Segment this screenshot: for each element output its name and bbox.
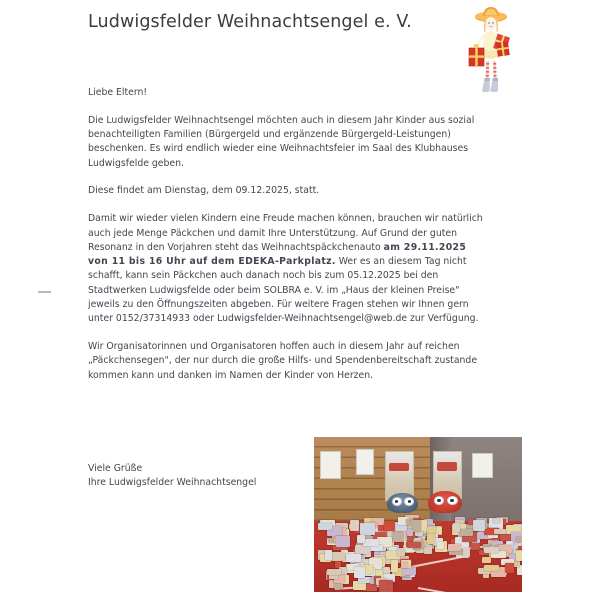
plush-eye <box>392 497 402 506</box>
margin-dash-mark <box>38 291 51 293</box>
gift-package <box>402 567 416 575</box>
gift-package <box>318 523 332 530</box>
paragraph-intro <box>88 114 488 171</box>
letter-closing <box>88 462 328 491</box>
gift-package <box>407 529 413 536</box>
gift-package <box>436 527 442 535</box>
closing-line-1: Viele Grüße <box>88 463 143 474</box>
gift-package <box>354 567 365 577</box>
plush-eye <box>434 496 445 505</box>
wall-poster <box>472 453 493 478</box>
gift-package <box>397 548 405 557</box>
wall-poster <box>320 451 341 479</box>
paragraph-thanks <box>88 340 488 383</box>
salutation: Liebe Eltern! <box>88 87 148 98</box>
gesammelte-weihnachtspaeckchen-foto <box>314 437 522 592</box>
plush-eye <box>447 496 458 505</box>
gift-package <box>494 529 505 534</box>
page-title: Ludwigsfelder Weihnachtsengel e. V. <box>88 12 412 32</box>
gift-package <box>427 533 435 544</box>
photo-content <box>314 437 522 592</box>
gift-package <box>407 542 421 547</box>
gift-package <box>327 569 340 574</box>
text-run: Damit wir wieder vielen Kindern eine Freude machen können, brauchen wir natürlich auch jede Menge Päckchen und damit Ihre Unterstützung. Auf Grund der guten Resonanz in den Vorjahren steht das Weihnachtspäckchenauto <box>88 213 483 253</box>
plush-eye <box>404 497 414 506</box>
paragraph-collection <box>88 212 488 326</box>
gift-package <box>363 539 378 546</box>
gift-package <box>516 551 522 561</box>
emphasised-text-run: am 29.11.2025 von 11 bis 16 Uhr auf dem EDEKA-Parkplatz. <box>88 241 467 268</box>
gift-package <box>427 527 436 533</box>
gift-package <box>401 562 408 568</box>
gift-package <box>370 545 383 551</box>
gift-package <box>463 548 470 557</box>
text-run: Wir Organisatorinnen und Organisatoren hoffen auch in diesem Jahr auf reichen „Päckchensegen", der nur durch die große Hilfs- und Spendenbereitschaft zustande kommen kann und danken im Namen der Kinder von Herzen. <box>88 341 478 381</box>
paragraph-date <box>88 184 488 198</box>
gift-package <box>360 523 374 535</box>
closing-line-2: Ihre Ludwigsfelder Weihnachtsengel <box>88 477 257 489</box>
wall-poster <box>356 449 375 474</box>
text-run: Diese findet am Dienstag, dem 09.12.2025, statt. <box>88 185 320 197</box>
gift-package <box>437 542 444 549</box>
gift-package <box>484 565 499 571</box>
text-run: Wer es an diesem Tag nicht schafft, kann sein Päckchen auch danach noch bis zum 05.12.2025 bei den Stadtwerken Ludwigsfelde oder beim SOLBRA e. V. im „Haus der kleinen Preise" jeweils zu den Öffnungszeiten abgeben. Für weitere Fragen stehen wir Ihnen gern unter 0152/37314933 oder Ludwigsfelder-Weihnachtsengel@web.de zur Verfügung. <box>88 256 479 325</box>
gift-package <box>325 550 333 560</box>
gift-package <box>392 532 403 542</box>
gift-package <box>448 544 462 551</box>
gift-package <box>484 547 498 553</box>
gift-package <box>336 536 350 547</box>
text-run: Die Ludwigsfelder Weihnachtsengel möchten auch in diesem Jahr Kinder aus sozial benachteiligten Familien (Bürgergeld und ergänzende Bürgergeld-Leistungen) beschenken. Es wird endlich wieder eine Weihnachtsfeier im Saal des Klubhauses Ludwigsfelde geben. <box>88 114 475 169</box>
gift-package <box>357 535 364 544</box>
plush-car-character <box>387 493 418 513</box>
gift-package <box>453 523 460 532</box>
gift-package <box>493 518 499 523</box>
gift-package <box>473 520 485 532</box>
gift-package <box>516 537 522 542</box>
gift-package <box>384 521 395 531</box>
gift-package <box>459 529 473 536</box>
gift-package <box>380 581 389 589</box>
gift-package <box>482 557 491 563</box>
gift-package <box>391 560 398 572</box>
gift-package <box>424 545 432 554</box>
plush-car-character <box>428 491 461 513</box>
gift-package <box>505 563 513 574</box>
gift-package <box>346 554 361 563</box>
letter-body <box>88 86 488 383</box>
gift-package <box>350 520 359 531</box>
gift-package <box>330 552 345 561</box>
